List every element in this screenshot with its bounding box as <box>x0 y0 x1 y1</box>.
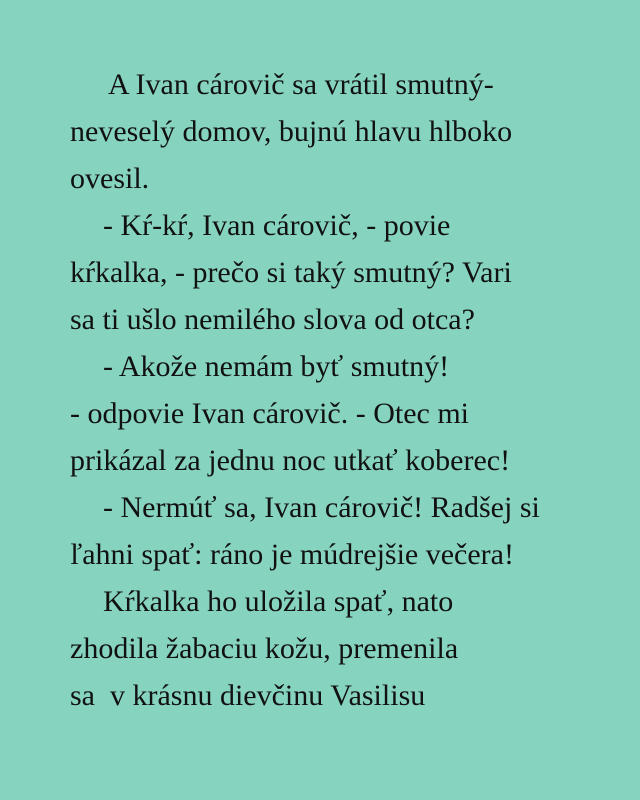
text-line-3: ovesil. <box>70 162 150 195</box>
text-line-7: - Akože nemám byť smutný! <box>103 350 450 383</box>
text-line-9: prikázal za jednu noc utkať koberec! <box>70 444 511 477</box>
text-line-6: sa ti ušlo nemilého slova od otca? <box>70 303 475 336</box>
text-line-4: - Kŕ-kŕ, Ivan cárovič, - povie <box>103 209 451 242</box>
text-line-2: neveselý domov, bujnú hlavu hlboko <box>70 115 513 148</box>
text-line-10: - Nermúť sa, Ivan cárovič! Radšej si <box>103 491 540 524</box>
text-line-14: sa v krásnu dievčinu Vasilisu <box>70 679 426 712</box>
text-line-1: A Ivan cárovič sa vrátil smutný- <box>108 68 494 101</box>
text-line-5: kŕkalka, - prečo si taký smutný? Vari <box>70 256 512 289</box>
text-line-8: - odpovie Ivan cárovič. - Otec mi <box>70 397 470 430</box>
story-text <box>0 70 640 770</box>
text-line-12: Kŕkalka ho uložila spať, nato <box>103 585 454 618</box>
text-line-11: ľahni spať: ráno je múdrejšie večera! <box>70 538 514 571</box>
text-line-13: zhodila žabaciu kožu, premenila <box>70 632 459 665</box>
